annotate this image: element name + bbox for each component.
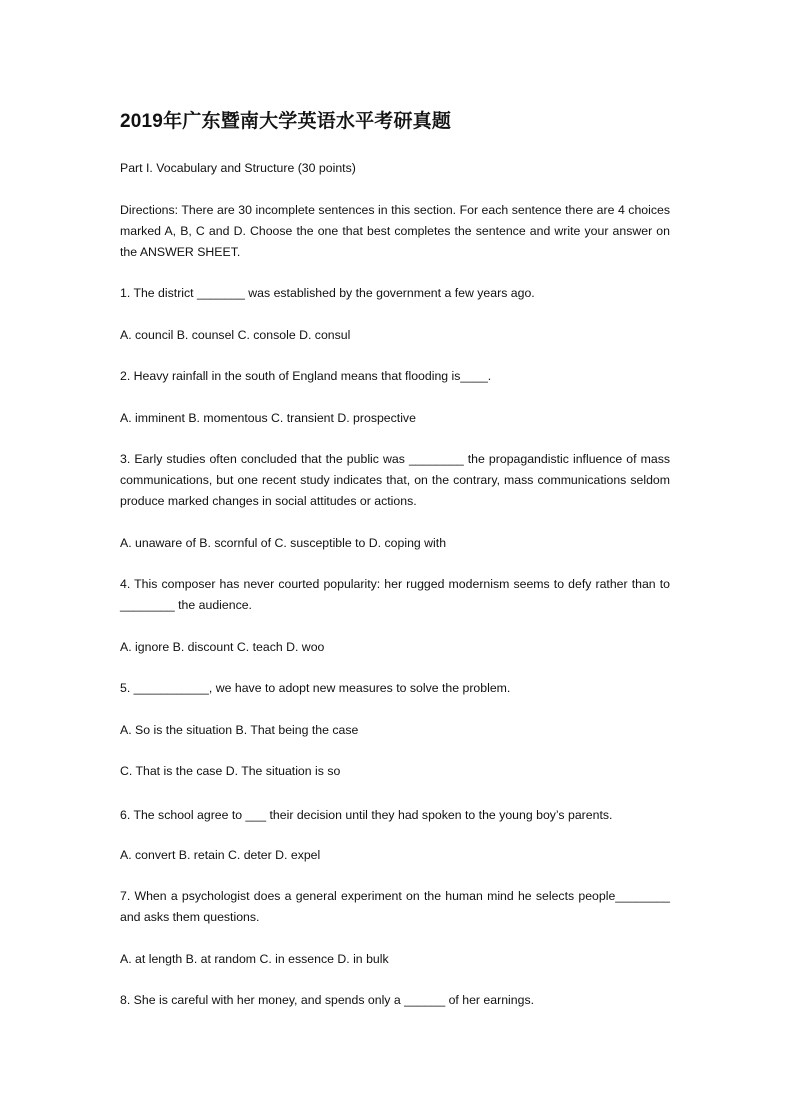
- question-6-stem: 6. The school agree to ___ their decision until they had spoken to the young boy’s parents.: [120, 808, 613, 822]
- question-3-options: A. unaware of B. scornful of C. susceptible to D. coping with: [120, 536, 447, 550]
- directions: Directions: There are 30 incomplete sentences in this section. For each sentence there are 4 choices marked A, B, C and D. Choose the one that best completes the sentence and write your answer on the ANSWER SHEET.: [120, 203, 670, 259]
- question-5-options-2: C. That is the case D. The situation is so: [120, 764, 341, 778]
- question-4-stem: 4. This composer has never courted popularity: her rugged modernism seems to defy rather than to ________ the audience.: [120, 577, 670, 612]
- question-8-stem: 8. She is careful with her money, and spends only a ______ of her earnings.: [120, 993, 535, 1007]
- question-5-stem: 5. ___________, we have to adopt new measures to solve the problem.: [120, 681, 511, 695]
- question-2-stem: 2. Heavy rainfall in the south of England means that flooding is____.: [120, 369, 492, 383]
- question-2-options: A. imminent B. momentous C. transient D. prospective: [120, 411, 416, 425]
- page-title: 2019年广东暨南大学英语水平考研真题: [120, 111, 452, 132]
- question-6-options: A. convert B. retain C. deter D. expel: [120, 848, 321, 862]
- section-heading: Part I. Vocabulary and Structure (30 points): [120, 161, 356, 175]
- question-7-stem: 7. When a psychologist does a general experiment on the human mind he selects people________ and asks them questions.: [120, 889, 670, 924]
- question-1-stem: 1. The district _______ was established by the government a few years ago.: [120, 286, 535, 300]
- question-1-options: A. council B. counsel C. console D. consul: [120, 328, 351, 342]
- question-4-options: A. ignore B. discount C. teach D. woo: [120, 640, 325, 654]
- question-5-options-1: A. So is the situation B. That being the case: [120, 723, 359, 737]
- question-7-options: A. at length B. at random C. in essence D. in bulk: [120, 952, 389, 966]
- question-3-stem: 3. Early studies often concluded that the public was ________ the propagandistic influence of mass communications, but one recent study indicates that, on the contrary, mass communications seldom produce marked changes in social attitudes or actions.: [120, 452, 670, 508]
